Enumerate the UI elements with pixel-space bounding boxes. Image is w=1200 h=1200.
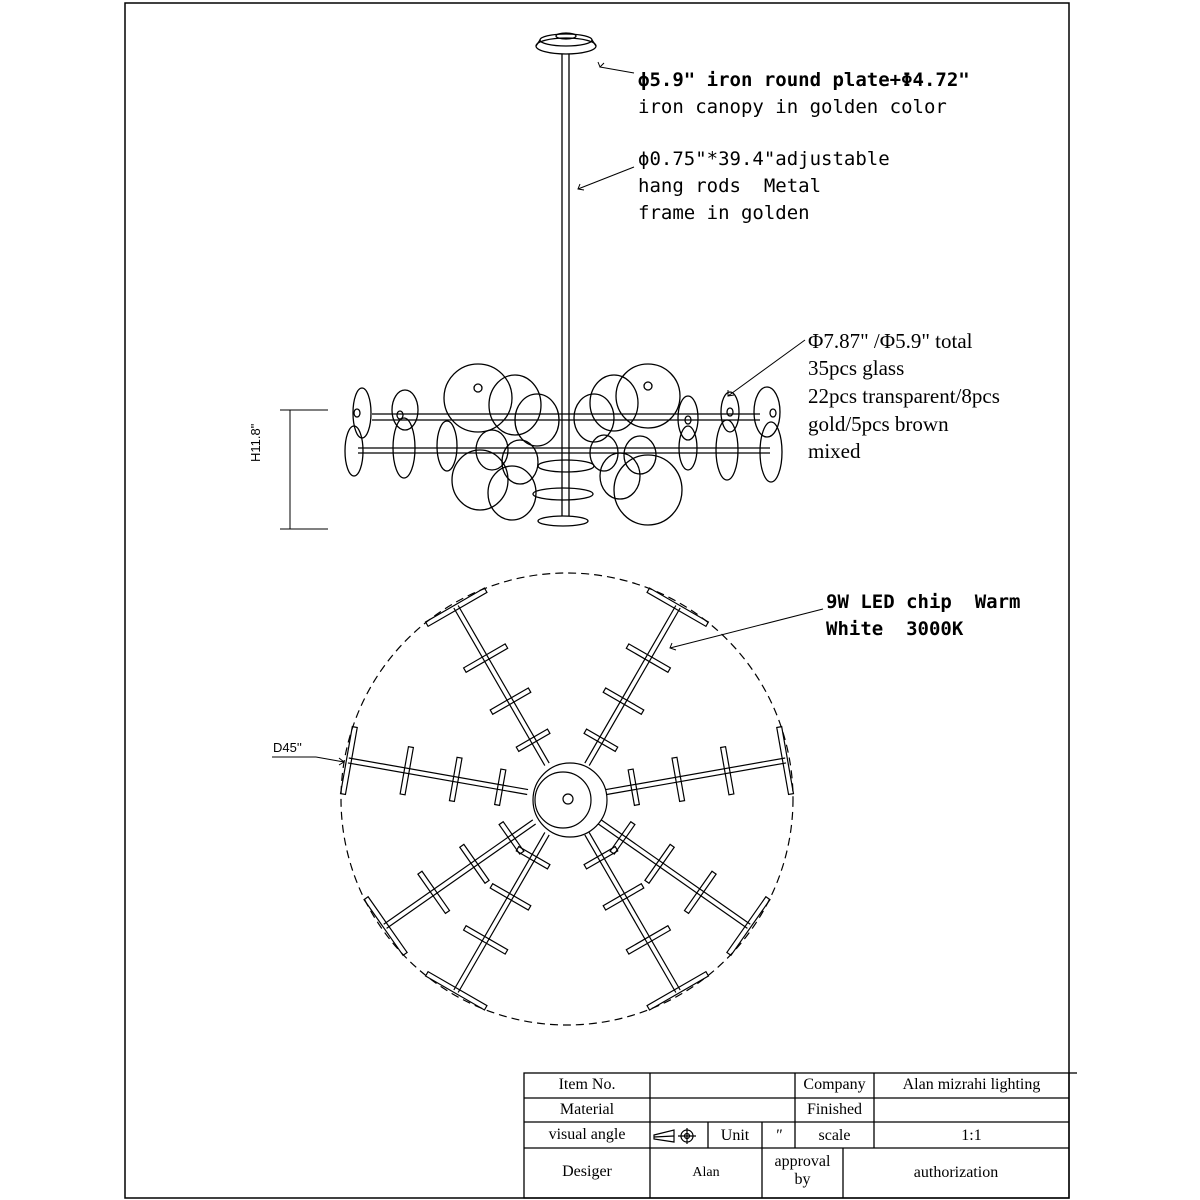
visual-angle-label: visual angle xyxy=(548,1126,626,1143)
glass-disc-edge-6-0 xyxy=(364,897,407,956)
approval-label-line2: by xyxy=(794,1171,811,1188)
led-annotation-1: 9W LED chip Warm xyxy=(826,591,1021,613)
glass-annotation-3: 22pcs transparent/8pcs xyxy=(808,384,1000,408)
hub-disc-1 xyxy=(538,460,594,472)
radial-arm-7 xyxy=(348,763,527,795)
glass-annotation-4: gold/5pcs brown xyxy=(808,412,949,436)
height-label: H11.8" xyxy=(248,423,263,462)
diameter-label: D45'' xyxy=(273,740,302,755)
glass-disc-edge-3-1 xyxy=(684,871,716,913)
glass-disc-edge-2-2 xyxy=(672,757,685,801)
radial-arm-0 xyxy=(454,608,545,766)
item-no-label: Item No. xyxy=(558,1076,616,1093)
scale-value: 1:1 xyxy=(961,1127,982,1144)
rod-annotation-1: ϕ0.75"*39.4"adjustable xyxy=(638,148,890,170)
rod-annotation-3: frame in golden xyxy=(638,202,810,224)
glass-disc-edge-0-1 xyxy=(464,644,508,672)
radial-arm-5 xyxy=(458,835,549,993)
glass-disc-edge-5-0 xyxy=(426,972,487,1010)
glass-disc-edge-7-0 xyxy=(341,727,358,795)
glass-disc-edge-1-3 xyxy=(584,729,618,751)
approval-label xyxy=(762,1153,843,1189)
glass-disc-edge-4-2 xyxy=(603,884,644,910)
glass-annotation-5: mixed xyxy=(808,439,861,463)
glass-disc-edge-1-2 xyxy=(603,688,644,714)
glass-disc-edge-4-0 xyxy=(647,972,708,1010)
designer-label: Desiger xyxy=(562,1163,612,1180)
glass-disc-large xyxy=(444,364,512,432)
glass-disc-edge-4-3 xyxy=(584,847,618,869)
glass-disc-edge-5-1 xyxy=(464,926,508,954)
outline-circle xyxy=(341,573,793,1025)
led-annotation-2: White 3000K xyxy=(826,618,964,640)
glass-disc-edge-2-0 xyxy=(777,727,794,795)
radial-arm-6 xyxy=(384,820,533,924)
glass-disc-edge-5-3 xyxy=(516,847,550,869)
glass-disc-edge-4-1 xyxy=(626,926,670,954)
glass-disc-edge-1-0 xyxy=(647,588,708,626)
authorization-label: authorization xyxy=(913,1164,999,1181)
glass-disc-edge-2-3 xyxy=(628,769,639,805)
height-dimension xyxy=(280,410,328,529)
glass-disc-edge-0-0 xyxy=(426,588,487,626)
radial-arm-7 xyxy=(349,758,528,790)
radial-arm-0 xyxy=(458,605,549,763)
glass-disc-edge-3-3 xyxy=(610,822,635,854)
projection-symbol-icon xyxy=(654,1128,696,1144)
company-value: Alan mizrahi lighting xyxy=(902,1076,1041,1093)
designer-value: Alan xyxy=(692,1165,720,1180)
radial-arm-3 xyxy=(598,824,747,928)
glass-disc-edge-7-3 xyxy=(495,769,506,805)
glass-disc-edge-7-1 xyxy=(400,747,413,795)
radial-arm-5 xyxy=(454,832,545,990)
finished-label: Finished xyxy=(806,1101,863,1118)
glass-disc-edge-6-3 xyxy=(499,822,524,854)
glass-disc-edge-3-0 xyxy=(727,897,770,956)
unit-label: Unit xyxy=(720,1127,750,1144)
center-hub-outer xyxy=(533,763,607,837)
glass-disc-edge-1-1 xyxy=(626,644,670,672)
plate-annotation-2: iron canopy in golden color xyxy=(638,96,947,118)
rod-annotation-2: hang rods Metal xyxy=(638,175,822,197)
glass-disc-edge-0-3 xyxy=(516,729,550,751)
glass-annotation-2: 35pcs glass xyxy=(808,356,905,380)
radial-arm-4 xyxy=(585,835,676,993)
hub-disc-2 xyxy=(533,488,593,500)
material-label: Material xyxy=(559,1101,615,1118)
radial-arm-2 xyxy=(606,758,785,790)
company-label: Company xyxy=(803,1076,866,1093)
hub-disc-3 xyxy=(538,516,588,526)
glass-disc-edge-0-2 xyxy=(490,688,531,714)
radial-arm-1 xyxy=(585,605,676,763)
glass-disc-edge-2-1 xyxy=(721,747,734,795)
glass-disc-edge-5-2 xyxy=(490,884,531,910)
plate-annotation-1: ϕ5.9" iron round plate+Φ4.72" xyxy=(638,69,970,91)
top-view xyxy=(341,573,794,1025)
scale-label: scale xyxy=(818,1127,851,1144)
glass-disc-edge-6-2 xyxy=(460,844,489,883)
radial-arm-3 xyxy=(601,820,750,924)
radial-arm-1 xyxy=(589,608,680,766)
glass-disc-edge-3-2 xyxy=(645,844,674,883)
radial-arm-2 xyxy=(607,763,786,795)
glass-annotation-1: Φ7.87" /Φ5.9" total xyxy=(808,329,973,353)
glass-disc-edge-7-2 xyxy=(449,757,462,801)
glass-disc-edge-6-1 xyxy=(418,871,450,913)
radial-arm-4 xyxy=(589,832,680,990)
unit-value: " xyxy=(775,1127,782,1144)
approval-label-line1: approval xyxy=(774,1153,831,1170)
radial-arm-6 xyxy=(387,824,536,928)
